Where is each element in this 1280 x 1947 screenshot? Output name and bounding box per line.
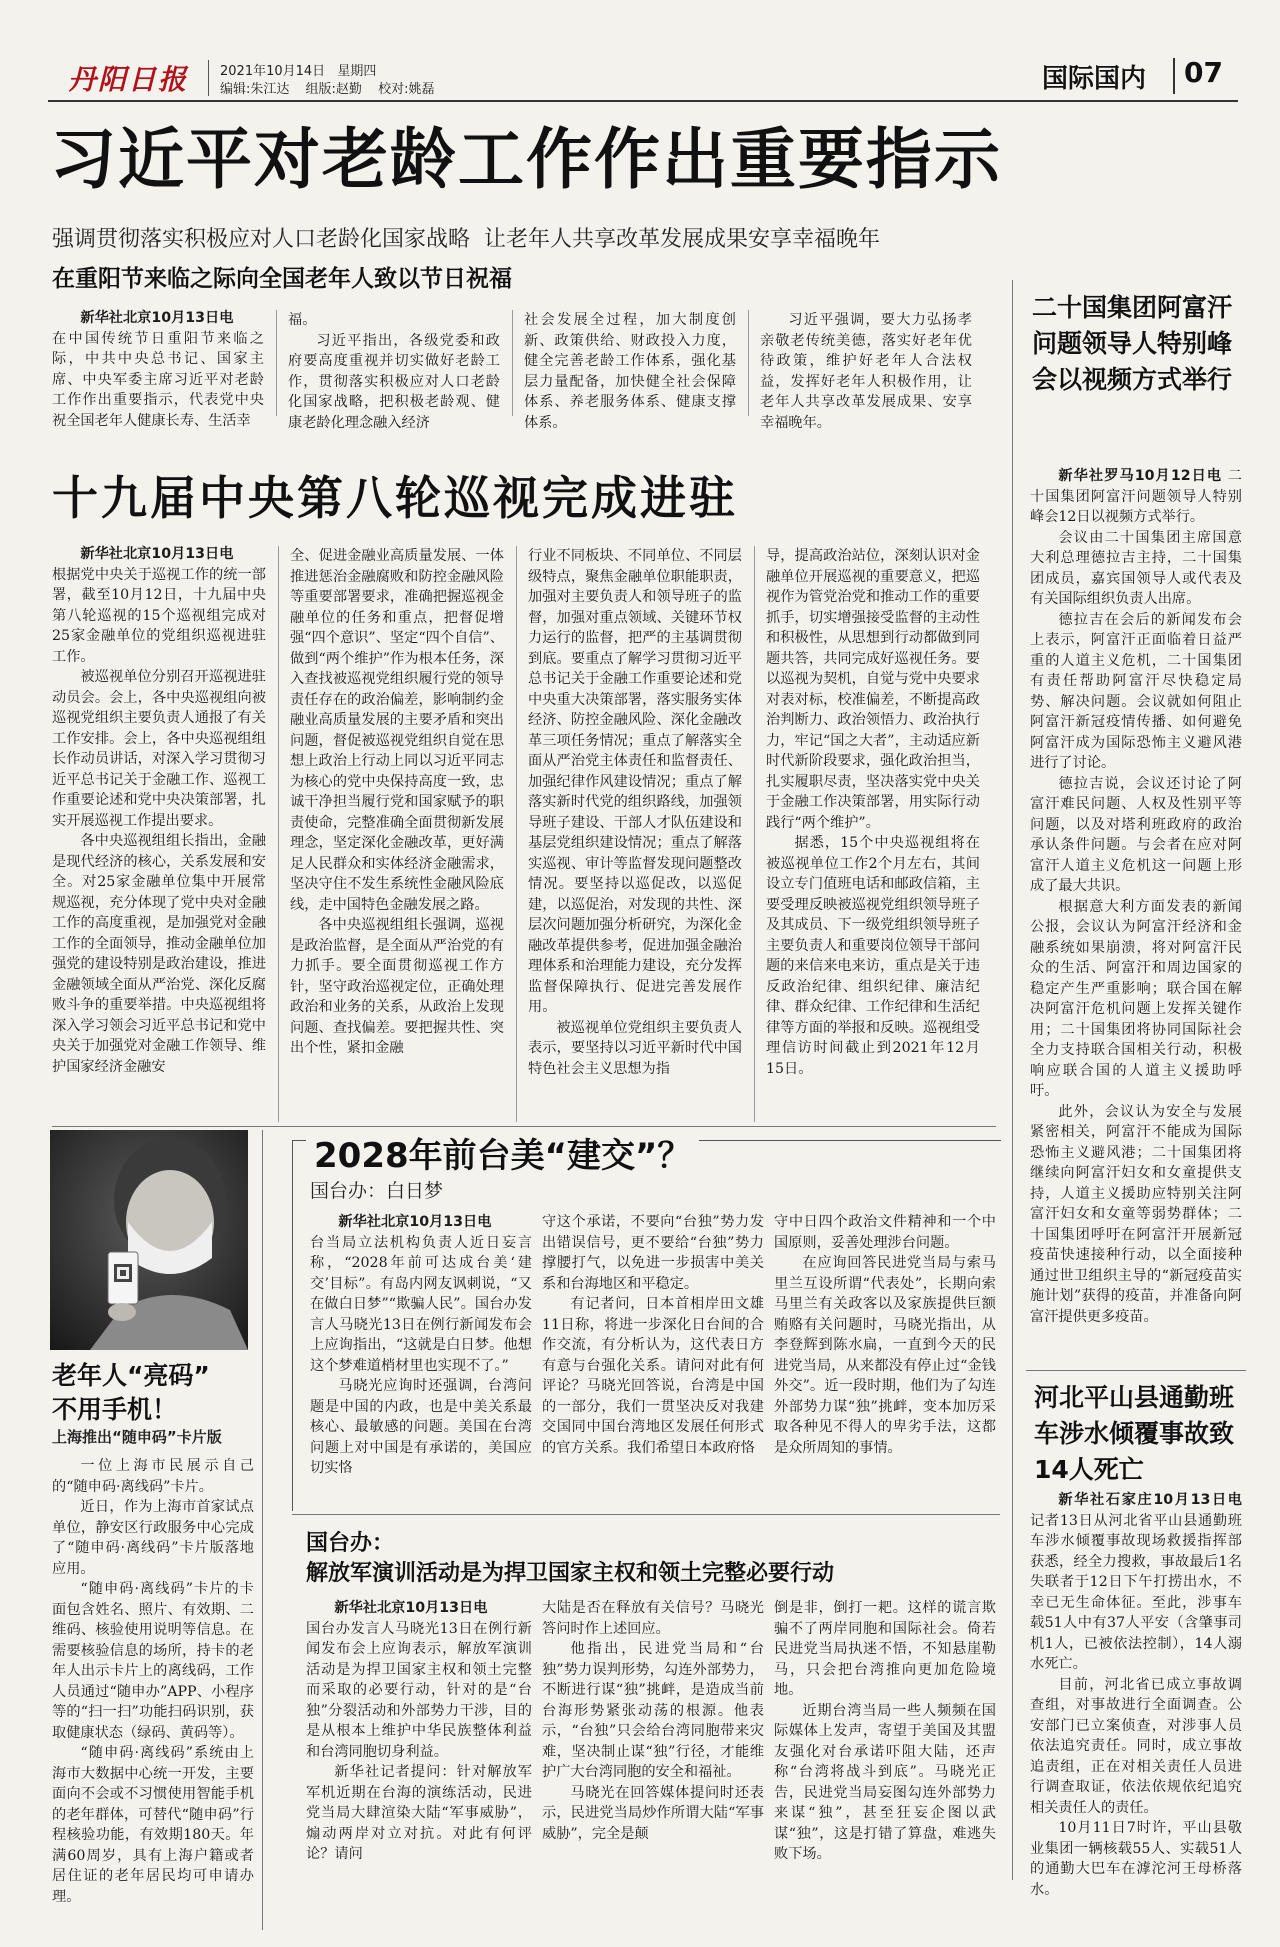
- pla-dateline: 新华社北京10月13日电: [334, 1600, 488, 1616]
- afghan-lead-text: 二十国集团阿富汗问题领导人特别峰会12日以视频方式举行。: [1030, 468, 1242, 525]
- hebei-dateline: 新华社石家庄10月13日电: [1058, 1492, 1242, 1508]
- lead-subhead-2: 在重阳节来临之际向全国老年人致以节日祝福: [52, 265, 512, 292]
- elderly-woman-photo: [50, 1130, 248, 1350]
- composer-credit: 组版:赵勤: [305, 82, 362, 97]
- inspection-paragraph: 被巡视单位分别召开巡视进驻动员会。会上，各中央巡视组向被巡视党组织主要负责人通报了有关工作安排。会上，各中央巡视组组长作动员讲话，对深入学习贯彻习近平总书记关于金融工作、巡视工作重要论述和党中央决策部署，扎实开展巡视工作提出要求。: [52, 669, 266, 829]
- inspection-col-2: [290, 546, 504, 1126]
- lead-paragraph: 福。: [288, 312, 317, 328]
- suisheng-headline-2: 不用手机！: [52, 1395, 178, 1424]
- pla-col-1: [306, 1598, 532, 1934]
- pla-paragraph: 马晓光在回答媒体提问时还表示，民进党当局炒作所谓大陆“军事威胁”，完全是颠: [542, 1784, 764, 1842]
- lead-col-3: [524, 310, 736, 431]
- lead-col-2: [288, 310, 500, 431]
- hebei-body: [1030, 1490, 1242, 1930]
- suisheng-body: [52, 1456, 254, 1936]
- inspection-paragraph: 据悉，15个中央巡视组将在被巡视单位工作2个月左右，其间设立专门值班电话和邮政信箱，主要受理反映被巡视党组织领导班子及其成员、下一级党组织领导班子主要负责人和重要岗位领导干部问题的来信来电来访，重点是关于违反政治纪律、组织纪律、廉洁纪律、群众纪律、工作纪律和生活纪律等方面的举报和反映。巡视组受理信访时间截止到2021年12月15日。: [766, 835, 980, 1077]
- pla-paragraph: 国台办发言人马晓光13日在例行新闻发布会上应询表示，解放军演训活动是为捍卫国家主权和领土完整而采取的必要行动，针对的是“台独”分裂活动和外部势力干涉，目的是从根本上维护中华民族整体利益和台湾同胞切身利益。: [306, 1620, 532, 1760]
- lead-col-1: [52, 308, 264, 429]
- inspection-paragraph: 各中央巡视组组长指出，金融是现代经济的核心，关系发展和安全。对25家金融单位集中开展常规巡视，充分体现了党中央对金融工作的高度重视，是加强党对金融工作的全面领导，推动金融单位加强党的建设特别是政治建设，推进金融领域全面从严治党、深化反腐败斗争的重要举措。中央巡视组将深入学习领会习近平总书记和党中央关于加强党对金融工作领导、维护国家经济金融安: [52, 833, 266, 1075]
- pla-paragraph: 新华社记者提问：针对解放军军机近期在台海的演练活动，民进党当局大肆渲染大陆“军事威胁”，煽动两岸对立对抗。对此有何评论？请问: [306, 1764, 532, 1862]
- inspection-paragraph: 行业不同板块、不同单位、不同层级特点，聚焦金融单位职能职责，加强对主要负责人和领导班子的监督，加强对重点领域、关键环节权力运行的监督，把严的主基调贯彻到底。要重点了解学习贯彻习近平总书记关于金融工作重要论述和党中央重大决策部署，落实服务实体经济、防控金融风险、深化金融改革三项任务情况；重点了解落实全面从严治党主体责任和监督责任、加强纪律作风建设情况；重点了解落实新时代党的组织路线，加强领导班子建设、干部人才队伍建设和基层党组织建设情况；重点了解落实巡视、审计等监督发现问题整改情况。要坚持以巡促改，以巡促建，以巡促治，对发现的共性、深层次问题加强分析研究，为深化金融改革提供参考，促进加强金融治理体系和治理能力建设，充分发挥监督保障执行、促进完善发展作用。: [528, 548, 742, 1015]
- suisheng-headline-1: 老年人“亮码”: [52, 1361, 210, 1390]
- afghan-dateline: 新华社罗马10月12日电: [1058, 468, 1223, 484]
- taiwan-paragraph: 马晓光应询时还强调，台湾问题是中国的内政，也是中美关系最核心、最敏感的问题。美国在台湾问题上对中国是有承诺的，美国应切实恪: [310, 1378, 532, 1476]
- hebei-paragraph: 10月11日7时许，平山县敬业集团一辆核载55人、实载51人的通勤大巴车在滹沱河王母桥落水。: [1030, 1820, 1242, 1898]
- afghan-paragraph: 会议由二十国集团主席国意大利总理德拉吉主持，二十国集团成员，嘉宾国领导人或代表及有关国际组织负责人出席。: [1030, 529, 1242, 607]
- suisheng-paragraph: “随申码·离线码”系统由上海市大数据中心统一开发，主要面向不会或不习惯使用智能手机的老年群体，可替代“随申码”行程核验功能，有效期180天。年满60周岁，具有上海户籍或者居住证的老年居民均可申请办理。: [52, 1745, 254, 1905]
- pla-col-3: [774, 1598, 996, 1934]
- hebei-lead-text: 记者13日从河北省平山县通勤班车涉水倾覆事故现场救援指挥部获悉，经全力搜救，事故最后1名失联者于12日下午打捞出水，不幸已无生命体征。至此，涉事车载51人中有37人平安（含肇事司机1人，已被依法控制），14人溺水死亡。: [1030, 1512, 1242, 1672]
- masthead: [0, 0, 1280, 97]
- afghan-paragraph: 德拉吉在会后的新闻发布会上表示，阿富汗正面临着日益严重的人道主义危机，二十国集团有责任帮助阿富汗尽快稳定局势、解决问题。会议就如何阻止阿富汗新冠疫情传播、如何避免阿富汗成为国际恐怖主义避风港进行了讨论。: [1030, 611, 1242, 771]
- inspection-headline: 十九届中央第八轮巡视完成进驻: [52, 471, 738, 525]
- taiwan-paragraph: 守中日四个政治文件精神和一个中国原则，妥善处理涉台问题。: [774, 1214, 996, 1251]
- paper-name-logo: 丹阳日报: [68, 63, 189, 96]
- lead-paragraph: 社会发展全过程，加大制度创新、政策供给、财政投入力度，健全完善老龄工作体系，强化基层力量配备，加快健全社会保障体系、养老服务体系、健康支撑体系。: [524, 312, 736, 431]
- taiwan-paragraph: 在应询回答民进党当局与索马里兰互设所谓“代表处”，长期向索马里兰有关政客以及家族提供巨额贿赂有关问题时，马晓光指出，从李登辉到陈水扁，一直到今天的民进党当局，从来都没有停止过“金钱外交”。近一段时期，他们为了勾连外部势力谋“独”挑衅，变本加厉采取各种见不得人的卑劣手法，这都是众所周知的事情。: [774, 1255, 996, 1456]
- taiwan-col-2: [542, 1212, 764, 1508]
- afghan-paragraph: 此外，会议认为安全与发展紧密相关，阿富汗不能成为国际恐怖主义避风港；二十国集团将继续向阿富汗妇女和女童提供支持，人道主义援助应特别关注阿富汗妇女和女童等弱势群体；二十国集团呼吁在阿富汗开展新冠疫苗快速接种行动，以全面接种通过世卫组织主导的“新冠疫苗实施计划”获得的疫苗，并准备向阿富汗提供更多疫苗。: [1030, 1103, 1242, 1325]
- inspection-col-4: [766, 546, 980, 1126]
- inspection-paragraph: 被巡视单位党组织主要负责人表示，要坚持以习近平新时代中国特色社会主义思想为指: [528, 1019, 742, 1077]
- lead-paragraph: 习近平强调，要大力弘扬孝亲敬老传统美德，落实好老年优待政策，维护好老年人合法权益，发挥好老年人积极作用，让老年人共享改革发展成果、安享幸福晚年。: [760, 312, 972, 431]
- editor-credit: 编辑:朱江达: [220, 82, 290, 97]
- taiwan-dateline: 新华社北京10月13日电: [338, 1214, 492, 1230]
- issue-weekday: 星期四: [337, 64, 377, 79]
- suisheng-paragraph: 一位上海市民展示自己的“随申码·离线码”卡片。: [52, 1458, 254, 1495]
- afghan-paragraph: 根据意大利方面发表的新闻公报，会议认为阿富汗经济和金融系统如果崩溃，将对阿富汗民众的生活、阿富汗和周边国家的稳定产生严重影响；联合国在解决阿富汗危机问题上发挥关键作用；二十国集团将协同国际社会全力支持联合国相关行动，积极响应联合国的人道主义援助呼吁。: [1030, 898, 1242, 1099]
- proofreader-credit: 校对:姚磊: [378, 82, 435, 97]
- inspection-paragraph: 全、促进金融业高质量发展、一体推进惩治金融腐败和防控金融风险等重要部署要求，准确把握巡视金融单位的任务和重点，把督促增强“四个意识”、坚定“四个自信”、做到“两个维护”作为根本任务，深入查找被巡视党组织履行党的领导责任存在的政治偏差，影响制约金融业高质量发展的主要矛盾和突出问题，督促被巡视党组织自觉在思想上政治上行动上同以习近平同志为核心的党中央保持高度一致，忠诚干净担当履行党和国家赋予的职责使命，完整准确全面贯彻新发展理念，坚定深化金融改革，更好满足人民群众和实体经济金融需求，坚决守住不发生系统性金融风险底线，走中国特色金融发展之路。: [290, 548, 504, 913]
- issue-date: 2021年10月14日: [220, 64, 326, 79]
- afghan-paragraph: 德拉吉说，会议还讨论了阿富汗难民问题、人权及性别平等问题，以及对塔利班政府的政治承认条件问题。与会者在应对阿富汗人道主义危机这一问题上形成了最大共识。: [1030, 775, 1242, 894]
- taiwan-paragraph: 守这个承诺，不要向“台独”势力发出错误信号，更不要给“台独”势力撑腰打气，以免进一步损害中美关系和台海地区和平稳定。: [542, 1214, 764, 1292]
- lead-headline: 习近平对老龄工作作出重要指示: [50, 121, 1002, 198]
- pla-col-2: [542, 1598, 764, 1934]
- hebei-headline: 河北平山县通勤班车涉水倾覆事故致14人死亡: [1034, 1383, 1235, 1484]
- afghan-body: [1030, 466, 1242, 1366]
- section-name: 国际国内: [1042, 64, 1147, 94]
- taiwan-kicker: 国台办：白日梦: [310, 1180, 444, 1202]
- afghan-headline: 二十国集团阿富汗问题领导人特别峰会以视频方式举行: [1032, 293, 1233, 394]
- pla-paragraph: 近期台湾当局一些人频频在国际媒体上发声，寄望于美国及其盟友强化对台承诺吓阻大陆，还声称“台湾将战斗到底”。马晓光正告，民进党当局妄图勾连外部势力来谋“独”，甚至狂妄企图以武谋“独”，这是打错了算盘，难逃失败下场。: [774, 1702, 996, 1862]
- lead-col-4: [760, 310, 972, 431]
- inspection-dateline: 新华社北京10月13日电: [80, 546, 234, 562]
- pla-paragraph: 大陆是否在释放有关信号？马晓光答问时作上述回应。: [542, 1600, 764, 1637]
- inspection-col-1: [52, 544, 266, 1124]
- suisheng-paragraph: 近日，作为上海市首家试点单位，静安区行政服务中心完成了“随申码·离线码”卡片版落地应用。: [52, 1499, 254, 1577]
- pla-paragraph: 倒是非，倒打一耙。这样的谎言欺骗不了两岸同胞和国际社会。倚若民进党当局执迷不悟，不知悬崖勒马，只会把台湾推向更加危险境地。: [774, 1600, 996, 1698]
- pla-headline: 解放军演训活动是为捍卫国家主权和领土完整必要行动: [306, 1561, 835, 1586]
- lead-dateline: 新华社北京10月13日电: [80, 310, 234, 326]
- taiwan-headline: 2028年前台美“建交”？: [306, 1128, 699, 1177]
- lead-subhead-1: 强调贯彻落实积极应对人口老龄化国家战略 让老年人共享改革发展成果安享幸福晚年: [52, 227, 880, 252]
- inspection-col-3: [528, 546, 742, 1126]
- page-number: 07: [1184, 56, 1223, 89]
- hebei-paragraph: 目前，河北省已成立事故调查组，对事故进行全面调查。公安部门已立案侦查，对涉事人员依法追究责任。同时，成立事故追责组，正在对相关责任人员进行调查取证，依法依规依纪追究相关责任人的责任。: [1030, 1676, 1242, 1816]
- pla-paragraph: 他指出，民进党当局和“台独”势力误判形势，勾连外部势力，不断进行谋“独”挑衅，是造成当前台海形势紧张动荡的根源。他表示，“台独”只会给台湾同胞带来灾难，坚决制止谋“独”行径，才能维护广大台湾同胞的安全和福祉。: [542, 1641, 764, 1780]
- lead-paragraph: 习近平指出，各级党委和政府要高度重视并切实做好老龄工作，贯彻落实积极应对人口老龄化国家战略，把积极老龄观、健康老龄化理念融入经济: [288, 332, 500, 431]
- taiwan-paragraph: 台当局立法机构负责人近日妄言称，“2028年前可达成台美‘建交’目标”。有岛内网友讽刺说，“又在做白日梦”“欺骗人民”。国台办发言人马晓光13日在例行新闻发布会上应询指出，“这就是白日梦。他想这个梦难道梢材里也实现不了。”: [310, 1234, 532, 1374]
- pla-kicker: 国台办：: [306, 1531, 395, 1556]
- inspection-paragraph: 导，提高政治站位，深刻认识对金融单位开展巡视的重要意义，把巡视作为管党治党和推动工作的重要抓手，切实增强接受监督的主动性和积极性，从思想到行动都做到同题共答，共同完成好巡视任务。要以巡视为契机，自觉与党中央要求对表对标，校准偏差，不断提高政治判断力、政治领悟力、政治执行力，牢记“国之大者”，主动适应新时代新阶段要求，强化政治担当，扎实履职尽责，坚决落实党中央关于金融工作决策部署，用实际行动践行“两个维护”。: [766, 548, 980, 831]
- taiwan-paragraph: 有记者问，日本首相岸田文雄11日称，将进一步深化日台间的合作交流，有分析认为，这代表日方有意与台强化关系。请问对此有何评论？马晓光回答说，台湾是中国的一部分，我们一贯坚决反对我建交国同中国台湾地区发展任何形式的官方关系。我们希望日本政府恪: [542, 1296, 764, 1456]
- lead-paragraph: 在中国传统节日重阳节来临之际，中共中央总书记、国家主席、中央军委主席习近平对老龄工作作出重要指示，代表党中央祝全国老年人健康长寿、生活幸: [52, 330, 264, 429]
- taiwan-col-3: [774, 1212, 996, 1508]
- suisheng-subhead: 上海推出“随申码”卡片版: [52, 1428, 222, 1446]
- suisheng-paragraph: “随申码·离线码”卡片的卡面包含姓名、照片、有效期、二维码、核验使用说明等信息。在需要核验信息的场所，持卡的老年人出示卡片上的离线码，工作人员通过“随申办”APP、小程序等的“扫一扫”功能扫码识别，获取健康状态（绿码、黄码等）。: [52, 1581, 254, 1741]
- inspection-paragraph: 根据党中央关于巡视工作的统一部署，截至10月12日，十九届中央第八轮巡视的15个巡视组完成对25家金融单位的党组织巡视进驻工作。: [52, 566, 266, 665]
- inspection-paragraph: 各中央巡视组组长强调，巡视是政治监督，是全面从严治党的有力抓手。要全面贯彻巡视工作方针，坚守政治巡视定位，正确处理政治和业务的关系，从政治上发现问题、查找偏差。要把握共性、突出个性，紧扣金融: [290, 917, 504, 1056]
- taiwan-col-1: [310, 1212, 532, 1508]
